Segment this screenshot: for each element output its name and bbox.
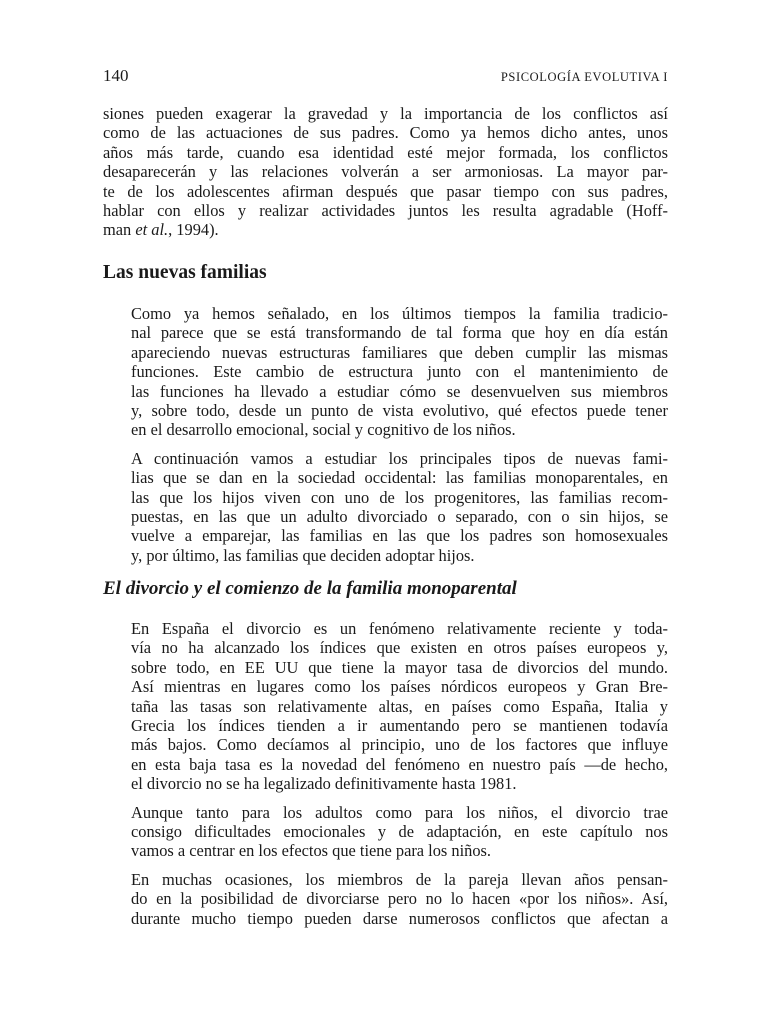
citation-author: man <box>103 220 136 240</box>
section-1-body <box>103 304 668 565</box>
text-line: Aunque tanto para los adultos como para los niños, el divorcio trae <box>131 802 668 822</box>
text-line: apareciendo nuevas estructuras familiares que deben cumplir las mismas <box>131 342 668 362</box>
citation-etal: et al. <box>135 220 169 240</box>
text-line: En muchas ocasiones, los miembros de la pareja llevan años pensan- <box>131 869 668 889</box>
text-line: en esta baja tasa es la novedad del fenómeno en nuestro país —de hecho, <box>131 754 668 774</box>
text-line: hablar con ellos y realizar actividades juntos les resulta agradable (Hoff- <box>103 201 668 221</box>
paragraph <box>103 619 668 794</box>
text-line: las funciones ha llevado a estudiar cómo se desenvuelven sus miembros <box>131 381 668 401</box>
intro-paragraph <box>103 104 668 240</box>
text-line <box>103 220 668 239</box>
text-line: puestas, en las que un adulto divorciado o separado, con o sin hijos, se <box>131 507 668 527</box>
text-line: y, por último, las familias que deciden adoptar hijos. <box>131 545 475 565</box>
text-line: y, sobre todo, desde un punto de vista evolutivo, qué efectos puede tener <box>131 401 668 421</box>
text-line: vía no ha alcanzado los índices que existen en otros países europeos y, <box>131 638 668 658</box>
text-line: taña las tasas son relativamente altas, en países como España, Italia y <box>131 696 668 716</box>
text-line: vuelve a emparejar, las familias en las que los padres son homosexuales <box>131 526 668 546</box>
text-line: Grecia los índices tienden a ir aumentando pero se mantienen todavía <box>131 716 668 736</box>
text-line: nal parece que se está transformando de tal forma que hoy en día están <box>131 323 668 343</box>
text-line: En España el divorcio es un fenómeno relativamente reciente y toda- <box>131 619 668 638</box>
text-line: vamos a centrar en los efectos que tiene para los niños. <box>131 841 492 861</box>
text-line: años más tarde, cuando esa identidad esté mejor formada, los conflictos <box>103 142 668 162</box>
running-title: PSICOLOGÍA EVOLUTIVA I <box>500 70 668 84</box>
text-line: A continuación vamos a estudiar los principales tipos de nuevas fami- <box>131 448 668 468</box>
text-line: do en la posibilidad de divorciarse pero no lo hacen «por los niños». Así, <box>131 889 668 909</box>
paragraph <box>103 304 668 440</box>
page-number: 140 <box>103 66 129 85</box>
paragraph <box>103 803 668 861</box>
text-line: el divorcio no se ha legalizado definitivamente hasta 1981. <box>131 774 517 794</box>
text-line: como de las actuaciones de sus padres. Como ya hemos dicho antes, unos <box>103 123 668 143</box>
text-line: sobre todo, en EE UU que tiene la mayor tasa de divorcios del mundo. <box>131 657 668 677</box>
section-heading-divorcio: El divorcio y el comienzo de la familia monoparental <box>103 578 517 599</box>
text-line: funciones. Este cambio de estructura junto con el mantenimiento de <box>131 362 668 382</box>
text-line: siones pueden exagerar la gravedad y la importancia de los conflictos así <box>103 104 668 123</box>
text-line: desaparecerán y las relaciones volverán a ser armoniosas. La mayor par- <box>103 162 668 182</box>
page-header <box>103 66 668 86</box>
paragraph <box>103 449 668 565</box>
text-line: Como ya hemos señalado, en los últimos tiempos la familia tradicio- <box>131 304 668 323</box>
text-line: durante mucho tiempo pueden darse numerosos conflictos que afectan a <box>131 908 668 928</box>
intro-paragraph-block <box>103 104 668 240</box>
text-line: más bajos. Como decíamos al principio, uno de los factores que influye <box>131 735 668 755</box>
text-line: te de los adolescentes afirman después que pasar tiempo con sus padres, <box>103 181 668 201</box>
text-line: Así mientras en lugares como los países nórdicos europeos y Gran Bre- <box>131 677 668 697</box>
text-line: las que los hijos viven con uno de los progenitores, las familias recom- <box>131 487 668 507</box>
section-2-body <box>103 619 668 928</box>
text-line: consigo dificultades emocionales y de adaptación, en este capítulo nos <box>131 822 668 842</box>
text-line: en el desarrollo emocional, social y cognitivo de los niños. <box>131 420 516 440</box>
citation-year: , 1994). <box>168 220 219 240</box>
paragraph <box>103 870 668 928</box>
text-line: lias que se dan en la sociedad occidental: las familias monoparentales, en <box>131 468 668 488</box>
section-heading-nuevas-familias: Las nuevas familias <box>103 262 267 283</box>
